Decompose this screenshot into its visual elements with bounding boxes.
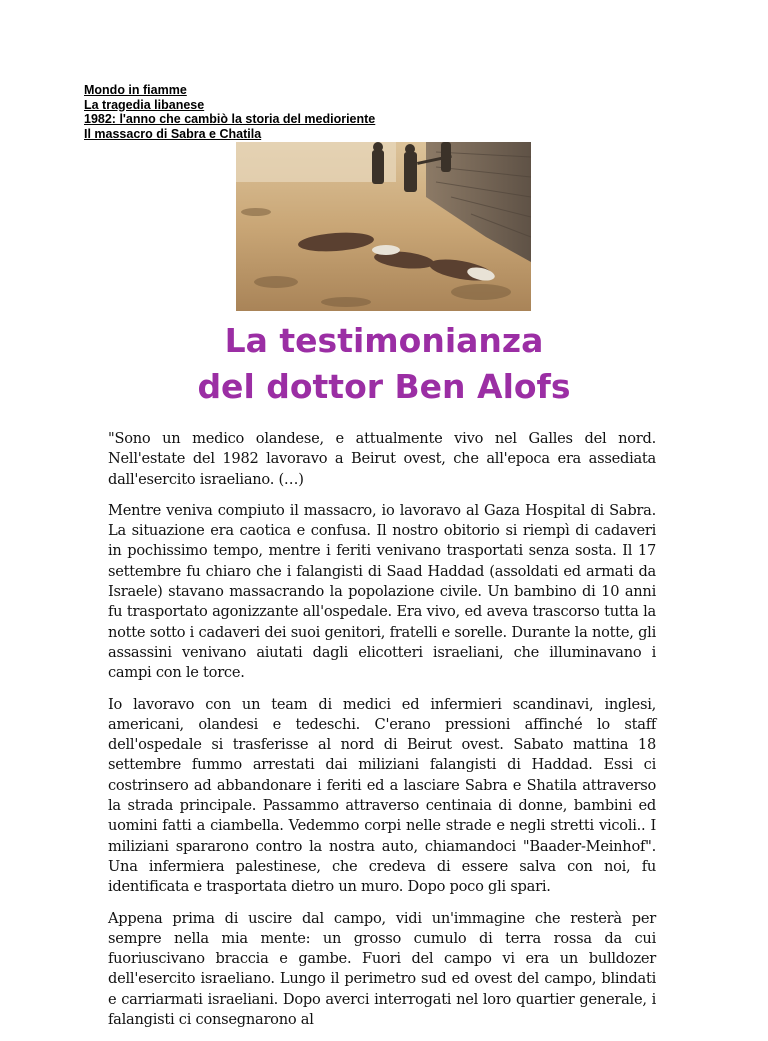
page-title-line-2: del dottor Ben Alofs — [197, 367, 571, 406]
article-body — [108, 429, 656, 1041]
paragraph: Io lavoravo con un team di medici ed infermieri scandinavi, inglesi, americani, olandesi e tedeschi. C'erano pressioni affinché lo staff dell'ospedale si trasferisse al nord di Beirut ovest. Sabato mattina 18 settembre fummo arrestati dai miliziani falangisti di Haddad. Essi ci costrinsero ad abbandonare i feriti ed a lasciare Sabra e Shatila attraverso la strada principale. Passammo attraverso centinaia di donne, bambini ed uomini fatti a ciambella. Vedemmo corpi nelle strade e negli stretti vicoli.. I miliziani spararono contro la nostra auto, chiamandoci "Baader-Meinhof". Una infermiera palestinese, che credeva di essere salva con noi, fu identificata e trasportata dietro un muro. Dopo poco gli spari. — [108, 695, 656, 896]
breadcrumb-link-tragedia-libanese[interactable]: La tragedia libanese — [84, 97, 205, 112]
paragraph: Appena prima di uscire dal campo, vidi un'immagine che resterà per sempre nella mia mente: un grosso cumulo di terra rossa da cui fuoriuscivano braccia e gambe. Fuori del campo vi era un bulldozer dell'esercito israeliano. Lungo il perimetro sud ed ovest del campo, blindati e carriarmati israeliani. Dopo averci interrogati nel loro quartier generale, i falangisti ci consegnarono al — [108, 909, 656, 1029]
breadcrumb-link-mondo-in-fiamme[interactable]: Mondo in fiamme — [84, 83, 187, 97]
breadcrumb-link-1982[interactable]: 1982: l'anno che cambiò la storia del medioriente — [84, 112, 376, 126]
page-title-line-1: La testimonianza — [224, 321, 544, 360]
breadcrumb — [84, 83, 375, 141]
paragraph: "Sono un medico olandese, e attualmente vivo nel Galles del nord. Nell'estate del 1982 lavoravo a Beirut ovest, che all'epoca era assediata dall'esercito israeliano. (…) — [108, 430, 656, 488]
paragraph: Mentre veniva compiuto il massacro, io lavoravo al Gaza Hospital di Sabra. La situazione era caotica e confusa. Il nostro obitorio si riempì di cadaveri in pochissimo tempo, mentre i feriti venivano trasportati senza sosta. Il 17 settembre fu chiaro che i falangisti di Saad Haddad (assoldati ed armati da Israele) stavano massacrando la popolazione civile. Un bambino di 10 anni fu trasportato agonizzante all'ospedale. Era vivo, ed aveva trascorso tutta la notte sotto i cadaveri dei suoi genitori, fratelli e sorelle. Durante la notte, gli assassini venivano aiutati dagli elicotteri israeliani, che illuminavano i campi con le torce. — [108, 501, 656, 682]
page-title — [0, 318, 768, 410]
article-photo — [236, 142, 531, 311]
breadcrumb-link-massacro[interactable]: Il massacro di Sabra e Chatila — [84, 126, 262, 141]
